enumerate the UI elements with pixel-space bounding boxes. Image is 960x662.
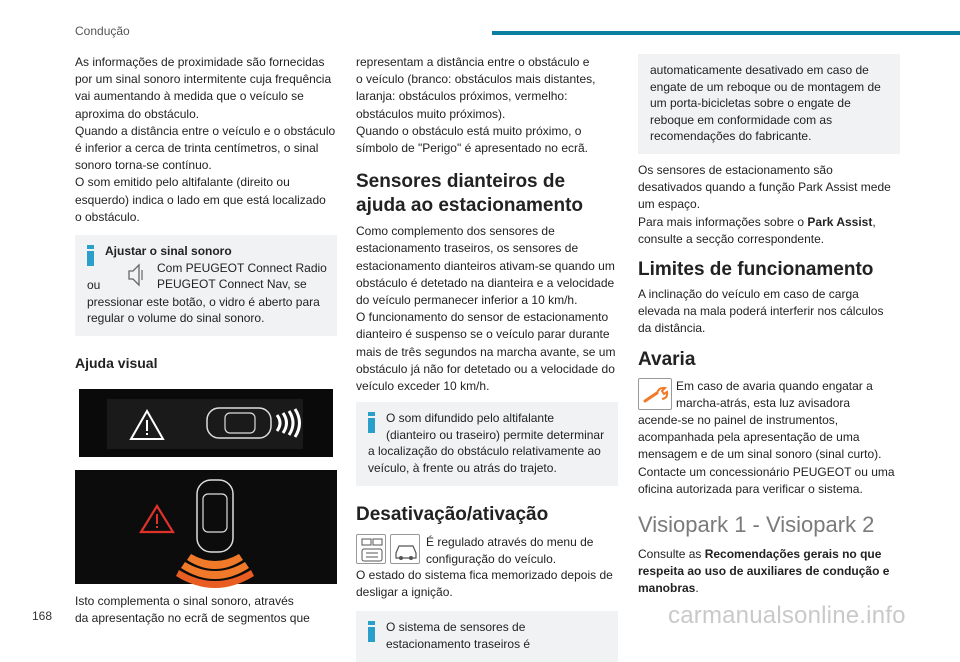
speaker-note: O som difundido pelo altifalante (dianteiro ou traseiro) permite determinar a localização do obstáculo relativamente ao veículo, à frente ou atrás do trajeto. [356, 402, 618, 485]
note-line-3: pressionar este botão, o vidro é aberto para [87, 294, 320, 309]
avaria-heading: Avaria [638, 348, 696, 370]
watermark: carmanualsonline.info [668, 602, 906, 629]
visual-aid-image-1 [79, 389, 333, 457]
visiopark-paragraph: Consulte as Recomendações gerais no que respeita ao uso de auxiliares de condução e manobras. [638, 547, 890, 596]
intro-paragraph: As informações de proximidade são fornecidas por um sinal sonoro intermitente cuja frequência vai aumentando à medida que o veículo se aproxima do obstáculo. Quando a distância entre o veículo e o obstáculo é inferior a cerca de trinta centímetros, o sinal sonoro torna-se contínuo. O som emitido pelo altifalante (direito ou esquerdo) indica o lado em que está localizado o obstáculo. [75, 55, 336, 224]
visiopark-heading: Visiopark 1 - Visiopark 2 [638, 512, 875, 538]
rear-sensors-note: O sistema de sensores de estacionamento traseiros é [356, 611, 618, 661]
header-accent-bar [492, 31, 960, 35]
page-number: 168 [32, 609, 53, 623]
front-sensors-heading: Sensores dianteiros de ajuda ao estacionamento [356, 171, 584, 217]
info-icon [368, 412, 375, 434]
deactivation-heading: Desativação/ativação [356, 503, 549, 525]
speaker-volume-icon [125, 262, 147, 288]
limits-paragraph: A inclinação do veículo em caso de carga elevada na mala poderá interferir nos cálculos da distância. [638, 286, 884, 336]
deactivation-paragraph: O estado do sistema fica memorizado depois de desligar a ignição. [356, 568, 613, 600]
wrench-warning-icon [638, 378, 672, 410]
limits-heading: Limites de funcionamento [638, 258, 874, 280]
rear-sensors-note-continued: automaticamente desativado em caso de engate de um reboque ou de montagem de um porta-bicicletas sobre o engate de reboque em conformidade com as recomendações do fabricante. [638, 54, 900, 154]
sound-note [75, 235, 337, 336]
note-line-2: PEUGEOT Connect Nav, se [157, 277, 307, 292]
note-line-1: Com PEUGEOT Connect Radio [157, 260, 327, 275]
deactivation-row: É regulado através do menu de configuração do veículo. [356, 534, 618, 568]
after-visual-paragraph: Isto complementa o sinal sonoro, através da apresentação no ecrã de segmentos que [75, 593, 310, 626]
note-line-4: regular o volume do sinal sonoro. [87, 311, 265, 326]
park-assist-paragraph: Os sensores de estacionamento são desativados quando a função Park Assist mede um espaço. Para mais informações sobre o Park Assist, consulte a secção correspondente. [638, 162, 891, 246]
front-sensor-display [75, 470, 337, 584]
avaria-row: Em caso de avaria quando engatar a marcha-atrás, esta luz avisadora [638, 378, 900, 412]
rear-sensor-display [79, 389, 333, 457]
note-title: Ajustar o sinal sonoro [105, 244, 232, 259]
front-sensors-paragraph: Como complemento dos sensores de estacionamento traseiros, os sensores de estacionamento dianteiros ativam-se quando um obstáculo é detetado na dianteira e a velocidade do veículo permanecer inferior a 10 km/h. O funcionamento do sensor de estacionamento dianteiro é suspenso se o veículo parar durante mais de três segundos na marcha avante, se um obstáculo já não for detetado ou a velocidade do veículo exceder 10 km/h. [356, 224, 616, 394]
note-ou: ou [87, 277, 101, 292]
car-icon [390, 534, 420, 564]
section-title: Condução [75, 24, 130, 38]
avaria-paragraph: acende-se no painel de instrumentos, acompanhada pela apresentação de uma mensagem e de um sinal sonoro (sinal curto). Contacte um concessionário PEUGEOT ou uma oficina autorizada para verificar o sistema. [638, 413, 895, 496]
vehicle-settings-icon [356, 534, 386, 564]
column-2 [356, 54, 618, 662]
segments-paragraph: representam a distância entre o obstáculo e o veículo (branco: obstáculos mais distantes, laranja: obstáculos próximos, vermelho: obstáculos muito próximos). Quando o obstáculo está muito próximo, o símbolo de "Perigo" é apresentado no ecrã. [356, 55, 596, 156]
info-icon [368, 621, 375, 643]
column-3 [638, 54, 900, 598]
visual-aid-image-2 [75, 470, 329, 584]
visual-aid-heading: Ajuda visual [75, 354, 158, 371]
column-1 [75, 54, 337, 627]
